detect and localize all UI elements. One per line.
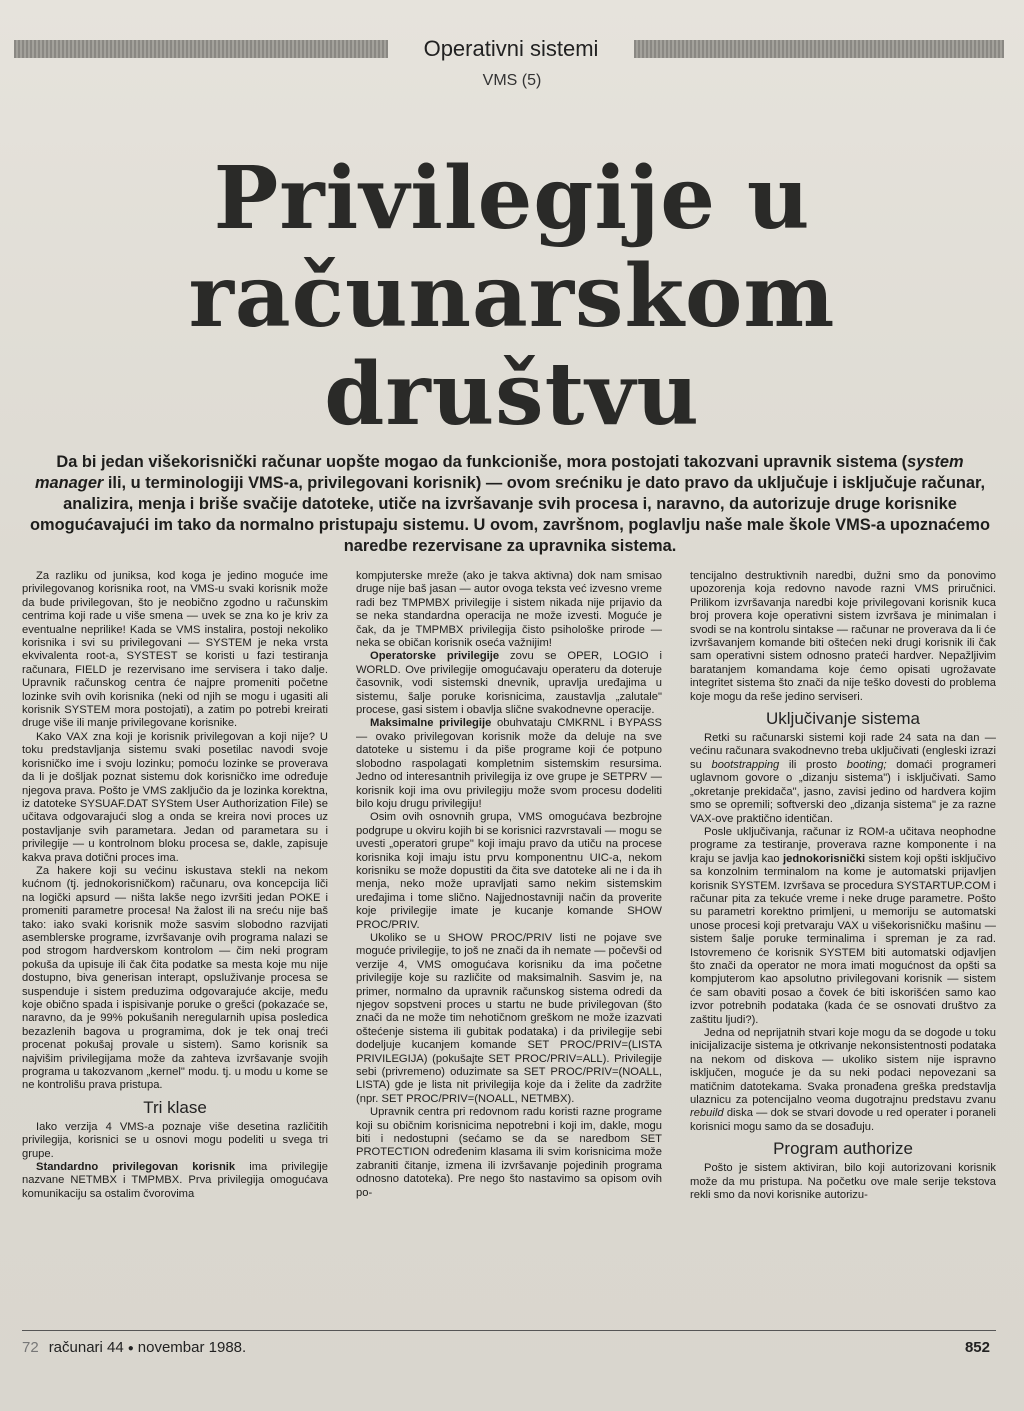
bold-term: jednokorisnički [783, 852, 866, 865]
article-body [22, 570, 996, 1330]
paragraph-text: ima privilegije nazvane NETMBX i TMPMBX. Prva privilegija omogućava komunikaciju sa ostalim čvorovima [22, 1161, 328, 1200]
title-line-3: društvu [324, 344, 700, 445]
paragraph-text: Retki su računarski sistemi koji rade 24 sata na dan — većinu računara svakodnevno treba uključivati (engleski izrazi su [690, 732, 996, 771]
paragraph: Iako verzija 4 VMS-a poznaje više desetina različitih privilegija, korisnici se u osnovi mogu podeliti u svega tri grupe. [22, 1120, 328, 1160]
paragraph-text: obuhvataju CMKRNL i BYPASS — ovako privilegovan korisnik može da deluje na sve datoteke u sistemu i da piše programe koji će potpuno slobodno raspolagati kompletnim sistemskim resursima. Jedno od interesantnih privilegija iz ove grupe je SETPRV — korisnik koji ima ovu privilegiju može svom procesu dodeliti bilo koju drugu privilegiju! [356, 717, 662, 810]
lead-italic: system manager [34, 453, 964, 492]
subheading-tri-klase: Tri klase [143, 1097, 207, 1117]
paragraph: Za hakere koji su većinu iskustava stekli na nekom kućnom (tj. jednokorisničkom) računaru, ova koncepcija liči na logički apsurd — ništa lakše nego izvršiti jedan POKE i promeniti parametre procesa! Na žalost ili na sreću nije baš tako: iako svaki korisnik može sasvim slobodno razvijati asemblerske programe, izvršavanje ovih programa nalazi se pod strogom hardverskom kontrolom — čim neki program pokuša da upisuje ili čak čita podatke sa mesta koje mu nije dostupno, biva generisan interapt, opsluživanje procesa se suspenduje i sistem preduzima odgovarajuće akcije, među koje obično spada i ispisivanje poruke o grešci (pokazaće se, naravno, da je 99% pokušanih neregularnih upisa posledica bezazlenih bagova u programima, dok je tek onaj treći procenat pokušaj provale u sistem). Samo korisnik sa najvišim privilegijama može da zahteva izvršavanje svojih programa u takozvanom „kernel" modu. tj. u modu u kome se ne kontrolišu prava pristupa. [22, 864, 328, 1092]
lead-text-1: Da bi jedan višekorisnički računar uopšte mogao da funkcioniše, mora postojati takozvani upravnik sistema ( [56, 453, 908, 471]
paragraph: Osim ovih osnovnih grupa, VMS omogućava bezbrojne podgrupe u okviru kojih bi se korisnici razvrstavali — mogu se uvesti „operatori grupe" koji imaju pravo da utiču na procese korisnika koji imaju istu prvu komponentnu UIC-a, nekom korisniku se može dopustiti da čita sve datoteke ali ne i da ih menja, neko može upravljati samo nekim sistemskim uređajima i tome slično. Najjednostavniji način da proverite koje privilegije imate je kucanje komande SHOW PROC/PRIV. [356, 811, 662, 931]
paragraph-text: ili prosto [779, 758, 847, 771]
column-2 [356, 570, 662, 1330]
paragraph: Pošto je sistem aktiviran, bilo koji autorizovani korisnik može da mu pristupa. Na početku ove male serije tekstova rekli smo da novi korisnike autorizu- [690, 1162, 996, 1202]
lead-text-2: ili, u terminologiji VMS-a, privilegovani korisnik) — ovom srećniku je dato pravo da uključuje i isključuje računar, analizira, menja i briše svačije datoteke, utiče na izvršavanje svih procesa i, naravno, da autorizuje druge korisnike omogućavajući im tako da normalno pristupaju sistemu. U ovom, završnom, poglavlju naše male škole VMS-a upoznaćemo naredbe rezervisane za upravnika sistema. [30, 474, 990, 555]
bold-term: Standardno privilegovan korisnik [36, 1161, 236, 1174]
subheading-program-authorize: Program authorize [773, 1139, 913, 1159]
page-number: 72 [22, 1339, 39, 1356]
section-header [14, 36, 1004, 62]
paragraph: Kako VAX zna koji je korisnik privilegovan a koji nije? U toku predstavljanja sistemu svaki posetilac navodi svoje korisničko ime i svoju lozinku; pomoću lozinke se proverava da li je došljak poznat sistemu dok korisničko ime određuje njegova prava. Pošto je VMS zaključio da je lozinka korektna, iz datoteke SYSUAF.DAT SYStem User Authorization File) se učitava odgovarajući slog a onda se kreira novi proces uz postavljanje svih parametara. Jedan od parametara su i privilegije — u kontrolnom bloku procesa se, dakle, zapisuje kakva prava dotični proces ima. [22, 730, 328, 864]
italic-term: booting; [846, 758, 887, 771]
title-line-2: računarskom [188, 246, 836, 347]
paragraph-text: Posle uključivanja, računar iz ROM-a učitava neophodne programe za testiranje, proverava razne komponente i na kraju se javlja kao [690, 825, 996, 865]
paragraph: tencijalno destruktivnih naredbi, dužni smo da ponovimo upozorenja koja redovno navode razni VMS priručnici. Prilikom izvršavanja naredbi koje privilegovani korisnik kuca broj provera koje operativni sistem izvršava je minimalan i svodi se na kontrolu sintakse — računar ne proverava da li će izvršavanjem komande biti oštećen neki drugi korisnik ili čak sam operativni sistem odnosno prateći hardver. Nepažljivim baratanjem komandama koje ćemo opisati ugrožavate integritet sistema što znači da nije teško dovesti do problema koje mogu da reše jedino serviseri. [690, 570, 996, 703]
bullet-icon: ● [127, 1342, 134, 1354]
paragraph: Ukoliko se u SHOW PROC/PRIV listi ne pojave sve moguće privilegije, to još ne znači da ih nemate — počevši od verzije 4, VMS omogućava korisniku da ima početne privilegije koje su različite od maksimalnih. Sasvim je, na primer, normalno da upravnik računskog sistema odredi da njegov sopstveni proces u startu ne bude privilegovan (što znači da ne može tim nehotičnom greškom ne može izazvati oštećenje sistema ili gubitak podataka) i da privilegije sebi dodeljuje kucanjem komande SET PROC/PRIV=(LISTA PRIVILEGIJA) (pokušajte SET PROC/PRIV=ALL). Privilegije sebi (privremeno) oduzimate sa SET PROC/PRIV=(NOALL, LISTA) gde je lista nit privilegija koje da i želite da zadržite (npr. SET PROC/PRIV=(NOALL, NETMBX). [356, 931, 662, 1105]
paragraph: Za razliku od juniksa, kod koga je jedino moguće ime privilegovanog korisnika root, na VMS-u svaki korisnik može da bude privilegovan, što je neobično zgodno u računskim centrima koji rade u više smena — uvek se zna ko je kriv za eventualne neprilike! Kada se VMS instalira, postoji nekoliko korisnika i svi su privilegovani — SYSTEM je neka vrsta ekvivalenta root-a, SYSTEST se koristi u fazi testiranja računara, FIELD je rezervisano ime servisera i tako dalje. Upravnik računskog centra će najpre promeniti početne lozinke svih ovih korisnika (neki od njih se mogu i ugasiti ali korisnik SYSTEM mora postojati), a zatim po potrebi kreirati druge više ili manje privilegovane korisnike. [22, 570, 328, 730]
paragraph-text: domaći programeri uglavnom govore o „dizanju sistema") i isključivati. Samo „okretanje prekidača", jasno, zavisi jedino od hardvera kojim smo se opremili; softverski deo „dizanja sistema" je za razne VAX-ove praktično identičan. [690, 758, 996, 825]
paragraph-text: diska — dok se stvari dovode u red operater i poraneli korisnici mogu samo da se dosađuju. [690, 1107, 996, 1133]
paragraph-text: Jedna od neprijatnih stvari koje mogu da se dogode u toku inicijalizacije sistema je otkrivanje nekonsistentnosti podataka na nekom od diskova — ukoliko sistem nije ispravno isključen, moguće je da su neki podaci nepovezani sa matičnim datotekama. Svaka pronađena greška predstavlja ulaznicu za potencijalno veoma dugotrajnu predstavu zvanu [690, 1027, 996, 1107]
paragraph-text: zovu se OPER, LOGIO i WORLD. Ove privilegije omogućavaju operateru da doteruje časovnik, vodi sistemski dnevnik, upravlja uređajima u sistemu, šalje poruke korisnicima, zaustavlja „zalutale" procese, gasi sistem i obavlja slične svakodnevne operacije. [356, 650, 662, 717]
section-label: Operativni sistemi [423, 36, 599, 61]
bold-term: Maksimalne privilegije [370, 717, 492, 730]
bold-term: Operatorske privilegije [370, 650, 500, 663]
paragraph [690, 732, 996, 826]
title-line-1: Privilegije u [213, 148, 811, 249]
paragraph: Upravnik centra pri redovnom radu koristi razne programe koji su običnim korisnicima nepotrebni i koji im, dakle, mogu biti i nedostupni (sećamo se da se naredbom SET PROTECTION određenim klasama ili svim korisnicima može zabraniti čitanje, izmena ili izvršavanje pojedinih programa odnosno datoteka). Pre nego što nastavimo sa opisom ovih po- [356, 1106, 662, 1199]
header-bar-right [634, 40, 1004, 58]
italic-term: rebuild [690, 1107, 724, 1120]
article-lead [26, 452, 994, 557]
subheading-ukljucivanje: Uključivanje sistema [766, 709, 920, 729]
footer-code: 852 [964, 1339, 990, 1356]
paragraph: kompjuterske mreže (ako je takva aktivna) dok nam smisao druge nije baš jasan — autor ovoga teksta već izvesno vreme radi bez TMPMBX privilegije i sistem nikada nije prijavio da se neka standardna operacija ne može izvesti. Moguće je čak, da je TMPMBX privilegija čisto psihološke prirode — neka se običan korisnik oseća važnijim! [356, 570, 662, 650]
series-label: VMS (5) [482, 72, 542, 89]
paragraph-text: sistem koji opšti isključivo sa konzolnim terminalom na kome je automatski prijavljen korisnik SYSTEM. Izvršava se procedura SYSTARTUP.COM i računar pita za tekuće vreme i neke druge parametre. Pošto su parametri korektno primljeni, u memoriju se automatski unose procesi koji pretvaraju VAX u višekorisničku mašinu — sistem šalje poruke terminalima i spreman je za rad. Istovremeno će korisnik SYSTEM biti automatski odjavljen što znači da operator ne mora imati mogućnost da opšti sa kompjuterom kao apsolutno privilegovani korisnik — sistem će sam obaviti posao a čovek će biti iskorišćen samo kao izvor potrebnih podataka (kada će se osnovati društvo za zaštitu ljudi?). [690, 852, 996, 1026]
header-bar-left [14, 40, 388, 58]
paragraph [356, 717, 662, 811]
article-title [0, 150, 1024, 444]
paragraph [22, 1161, 328, 1201]
italic-term: bootstrapping [711, 758, 780, 771]
paragraph [690, 826, 996, 1027]
footer-left [22, 1339, 246, 1356]
magazine-name: računari 44 [48, 1339, 124, 1356]
paragraph [356, 650, 662, 717]
footer-rule [22, 1330, 996, 1331]
issue-date: novembar 1988. [137, 1339, 247, 1356]
column-3 [690, 570, 996, 1330]
column-1 [22, 570, 328, 1330]
paragraph [690, 1027, 996, 1134]
